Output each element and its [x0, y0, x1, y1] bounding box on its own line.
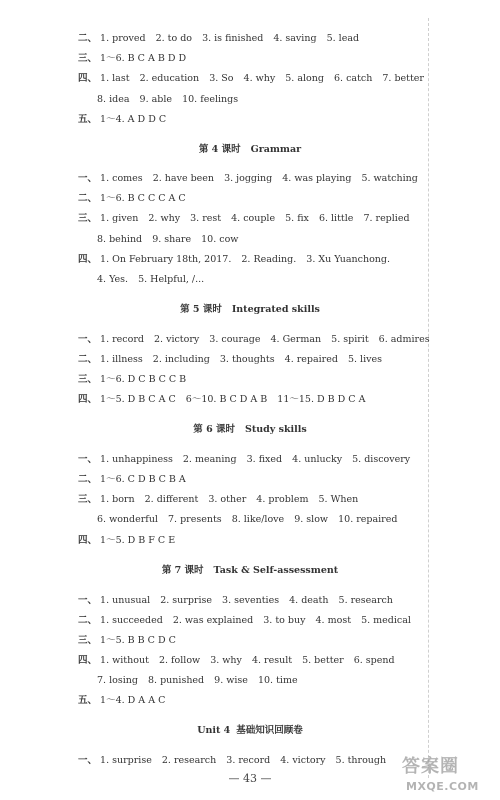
answer-line [78, 53, 186, 65]
answer-line [78, 33, 359, 45]
answer-item: 4. victory [280, 755, 326, 766]
answer-item: 5. spirit [331, 334, 369, 345]
section-label: 一、 [78, 454, 98, 465]
answer-item: 1～4. A D D C [100, 114, 167, 125]
section-label: 四、 [78, 394, 98, 405]
answer-item: 3. thoughts [219, 354, 275, 365]
answer-line [97, 514, 397, 526]
answer-line [78, 474, 186, 486]
answer-item: 3. jogging [224, 173, 273, 184]
answer-line [78, 193, 186, 205]
watermark-url: MXQE.COM [406, 780, 479, 793]
section-label: 一、 [78, 595, 98, 606]
section-label: 一、 [78, 173, 98, 184]
answer-item: 5. watching [361, 173, 418, 184]
answer-item: 5. discovery [352, 454, 411, 465]
lesson-heading [0, 565, 500, 577]
answer-item: 4. most [315, 615, 352, 626]
lesson-heading [0, 424, 500, 436]
answer-item: 4. repaired [284, 354, 338, 365]
section-label: 四、 [78, 655, 98, 666]
lesson-heading [0, 144, 500, 156]
answer-item: 6. catch [334, 73, 373, 84]
answer-item: 7. replied [363, 213, 410, 224]
section-label: 四、 [78, 73, 98, 84]
answer-item: 5. fix [285, 213, 309, 224]
answer-line [97, 675, 298, 687]
unit-heading-cn: 基础知识回顾卷 [236, 725, 303, 736]
lesson-heading-en: Grammar [250, 144, 302, 155]
answer-item: 5. research [338, 595, 393, 606]
answer-item: 2. education [139, 73, 200, 84]
lesson-heading [0, 304, 500, 316]
answer-item: 1. comes [100, 173, 143, 184]
section-label: 三、 [78, 213, 98, 224]
site-watermark [400, 752, 496, 796]
answer-item: 4. unlucky [292, 454, 343, 465]
binding-margin-line [428, 18, 429, 778]
section-label: 一、 [78, 755, 98, 766]
answer-item: 2. Reading. [241, 254, 297, 265]
answer-item: 3. to buy [263, 615, 306, 626]
answer-item: 4. death [289, 595, 329, 606]
answer-item: 7. presents [168, 514, 222, 525]
answer-item: 2. follow [158, 655, 201, 666]
answer-item: 8. punished [148, 675, 205, 686]
answer-item: 10. repaired [338, 514, 398, 525]
answer-line [78, 374, 186, 386]
answer-item: 6. spend [353, 655, 395, 666]
answer-item: 10. cow [201, 234, 239, 245]
answer-line [78, 494, 358, 506]
section-label: 三、 [78, 53, 98, 64]
answer-item: 2. victory [154, 334, 200, 345]
answer-item: 6. little [318, 213, 354, 224]
answer-item: 4. problem [256, 494, 309, 505]
answer-item: 8. like/love [231, 514, 285, 525]
answer-item: 1. record [100, 334, 144, 345]
lesson-heading-cn: 第 7 课时 [161, 565, 204, 576]
answer-item: 1. proved [100, 33, 146, 44]
section-label: 二、 [78, 354, 98, 365]
section-label: 一、 [78, 334, 98, 345]
section-label: 五、 [78, 695, 98, 706]
answer-line [78, 755, 386, 767]
answer-item: 1～6. D C B C C B [100, 374, 187, 385]
answer-item: 5. better [302, 655, 344, 666]
answer-item: 5. through [335, 755, 387, 766]
answer-line [78, 454, 410, 466]
answer-line [78, 615, 411, 627]
answer-item: 2. meaning [182, 454, 237, 465]
lesson-heading-en: Task & Self-assessment [213, 565, 339, 576]
lesson-heading-cn: 第 4 课时 [198, 144, 241, 155]
answer-line [78, 173, 418, 185]
answer-line [78, 73, 424, 85]
answer-line [78, 254, 390, 266]
answer-line [97, 234, 238, 246]
answer-item: 10. feelings [182, 94, 239, 105]
answer-item: 3. is finished [202, 33, 264, 44]
answer-item: 3. rest [190, 213, 222, 224]
answer-item: 5. medical [361, 615, 411, 626]
lesson-heading-en: Study skills [245, 424, 307, 435]
answer-item: 5. When [318, 494, 359, 505]
answer-item: 1～6. C D B C B A [100, 474, 186, 485]
answer-item: 6. admires [378, 334, 430, 345]
answer-item: 9. share [152, 234, 192, 245]
answer-item: 1. On February 18th, 2017. [100, 254, 232, 265]
answer-item: 6～10. B C D A B [185, 394, 268, 405]
answer-item: 9. wise [214, 675, 248, 686]
answer-item: 4. Yes. [97, 274, 129, 285]
answer-item: 9. slow [294, 514, 329, 525]
answer-item: 2. different [144, 494, 199, 505]
answer-item: 5. Helpful, /... [138, 274, 205, 285]
answer-item: 11～15. D B D C A [277, 394, 366, 405]
answer-item: 2. have been [152, 173, 215, 184]
unit-heading-en: Unit 4 [197, 725, 231, 736]
answer-item: 4. was playing [282, 173, 352, 184]
section-label: 三、 [78, 374, 98, 385]
answer-item: 2. including [152, 354, 210, 365]
watermark-logo-text: 答案圈 [402, 756, 459, 777]
answer-item: 1～6. B C C C A C [100, 193, 186, 204]
answer-item: 4. German [270, 334, 322, 345]
answer-item: 2. to do [155, 33, 193, 44]
answer-item: 1. without [100, 655, 149, 666]
answer-item: 8. idea [97, 94, 130, 105]
answer-item: 3. courage [209, 334, 261, 345]
answer-item: 1. surprise [100, 755, 152, 766]
answer-item: 6. wonderful [97, 514, 158, 525]
answer-item: 9. able [139, 94, 173, 105]
answer-item: 1. unusual [100, 595, 151, 606]
answer-item: 2. research [161, 755, 217, 766]
answer-item: 7. better [382, 73, 424, 84]
section-label: 二、 [78, 33, 98, 44]
answer-item: 1. unhappiness [100, 454, 173, 465]
answer-item: 3. why [210, 655, 242, 666]
answer-item: 1. born [100, 494, 135, 505]
section-label: 三、 [78, 635, 98, 646]
answer-item: 5. along [285, 73, 324, 84]
answer-item: 1. illness [100, 354, 143, 365]
answer-item: 1～5. D B F C E [100, 535, 176, 546]
section-label: 二、 [78, 474, 98, 485]
answer-item: 3. seventies [222, 595, 280, 606]
answer-item: 4. couple [231, 213, 276, 224]
answer-line [78, 695, 165, 707]
answer-line [78, 635, 176, 647]
lesson-heading-cn: 第 6 课时 [193, 424, 235, 435]
answer-item: 3. record [226, 755, 271, 766]
answer-item: 1. last [100, 73, 130, 84]
answer-line [78, 535, 175, 547]
section-label: 五、 [78, 114, 98, 125]
answer-item: 1～6. B C A B D D [100, 53, 187, 64]
answer-line [78, 213, 410, 225]
answer-item: 3. other [208, 494, 247, 505]
answer-line [97, 274, 204, 286]
answer-item: 1. given [100, 213, 139, 224]
answer-item: 1～5. D B C A C [100, 394, 176, 405]
section-label: 三、 [78, 494, 98, 505]
answer-item: 4. saving [273, 33, 317, 44]
answer-item: 5. lead [326, 33, 360, 44]
answer-item: 3. fixed [246, 454, 283, 465]
answer-item: 1. succeeded [100, 615, 163, 626]
section-label: 二、 [78, 193, 98, 204]
answer-item: 3. Xu Yuanchong. [306, 254, 391, 265]
answer-item: 8. behind [97, 234, 143, 245]
answer-line [78, 595, 393, 607]
section-label: 二、 [78, 615, 98, 626]
section-label: 四、 [78, 254, 98, 265]
answer-line [78, 334, 430, 346]
answer-item: 5. lives [347, 354, 382, 365]
answer-line [78, 114, 166, 126]
answer-line [78, 354, 382, 366]
answer-item: 7. losing [97, 675, 138, 686]
unit-heading [0, 725, 500, 737]
answer-line [78, 655, 395, 667]
answer-item: 4. result [251, 655, 293, 666]
answer-item: 2. surprise [160, 595, 212, 606]
answer-line [78, 394, 365, 406]
answer-line [97, 94, 238, 106]
lesson-heading-en: Integrated skills [231, 304, 320, 315]
answer-item: 1～5. B B C D C [100, 635, 176, 646]
answer-item: 3. So [209, 73, 234, 84]
section-label: 四、 [78, 535, 98, 546]
answer-item: 2. why [148, 213, 181, 224]
answer-item: 4. why [243, 73, 276, 84]
lesson-heading-cn: 第 5 课时 [180, 304, 222, 315]
page-number: — 43 — [228, 772, 272, 785]
answer-item: 2. was explained [172, 615, 254, 626]
answer-item: 1～4. D A A C [100, 695, 166, 706]
answer-item: 10. time [257, 675, 298, 686]
